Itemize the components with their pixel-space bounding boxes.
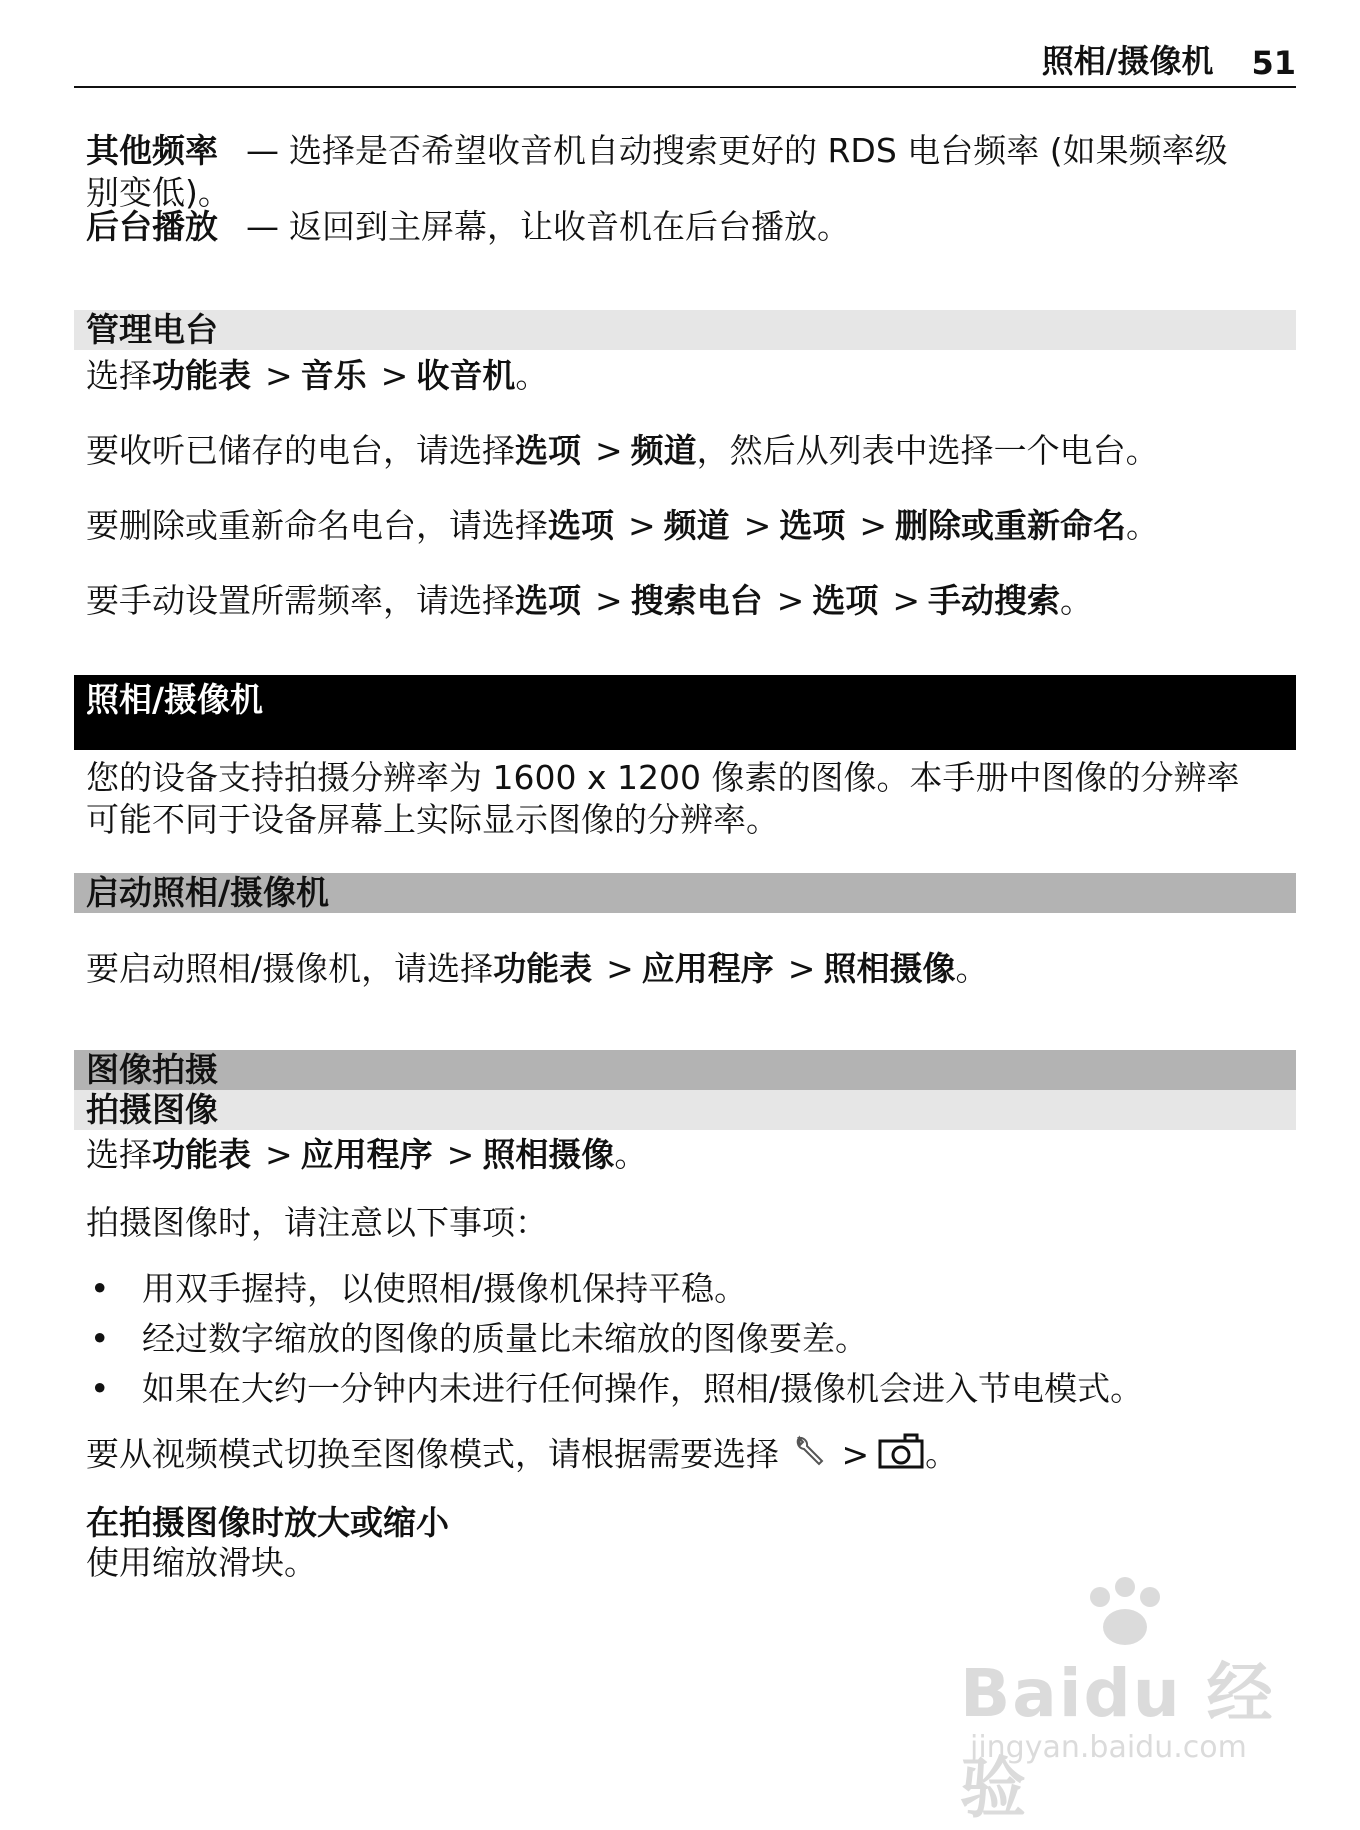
option-dash: — bbox=[246, 207, 279, 246]
nav-step: 选项 bbox=[515, 431, 581, 470]
nav-step: 收音机 bbox=[416, 356, 516, 395]
nav-sep: > bbox=[628, 506, 656, 545]
instruction-end: 。 bbox=[1125, 506, 1159, 545]
chapter-heading-camera: 照相/摄像机 bbox=[74, 675, 1296, 750]
nav-sep: > bbox=[859, 506, 887, 545]
listen-instruction bbox=[86, 430, 1286, 472]
nav-end: 。 bbox=[515, 356, 549, 395]
nav-step: 照相摄像 bbox=[823, 949, 956, 988]
nav-sep: > bbox=[606, 949, 634, 988]
baidu-watermark bbox=[960, 1580, 1290, 1827]
nav-end: 。 bbox=[614, 1135, 648, 1174]
nav-sep: > bbox=[743, 506, 772, 545]
instruction-end: 。 bbox=[925, 1434, 959, 1474]
watermark-brand: Baidu 经验 bbox=[960, 1655, 1275, 1827]
nav-step: 应用程序 bbox=[641, 949, 774, 988]
instruction-text: 要启动照相/摄像机，请选择 bbox=[86, 949, 494, 988]
section-heading-image-capture: 图像拍摄 bbox=[74, 1050, 1296, 1090]
option-desc-cont: 别变低)。 bbox=[86, 173, 231, 212]
option-other-frequencies bbox=[86, 130, 1286, 214]
option-desc: 选择是否希望收音机自动搜索更好的 RDS 电台频率 (如果频率级 bbox=[289, 131, 1228, 170]
option-term: 其他频率 bbox=[86, 131, 218, 170]
option-desc: 返回到主屏幕，让收音机在后台播放。 bbox=[289, 207, 850, 246]
running-header bbox=[74, 40, 1296, 88]
nav-step: 频道 bbox=[630, 431, 697, 470]
option-term: 后台播放 bbox=[86, 207, 218, 246]
nav-step: 功能表 bbox=[152, 1135, 251, 1174]
nav-prefix: 选择 bbox=[86, 356, 152, 395]
nav-step: 手动搜索 bbox=[927, 581, 1060, 620]
subheading-take-picture: 拍摄图像 bbox=[74, 1090, 1296, 1130]
page-number: 51 bbox=[1251, 44, 1296, 82]
option-background-play bbox=[86, 206, 1286, 248]
nav-sep: > bbox=[380, 356, 409, 395]
intro-line: 可能不同于设备屏幕上实际显示图像的分辨率。 bbox=[86, 800, 779, 839]
zoom-text: 使用缩放滑块。 bbox=[86, 1543, 317, 1582]
nav-step: 功能表 bbox=[152, 356, 251, 395]
instruction-text: 要从视频模式切换至图像模式，请根据需要选择 bbox=[86, 1434, 779, 1474]
list-item: • 用双手握持，以使照相/摄像机保持平稳。 bbox=[86, 1264, 1286, 1314]
zoom-heading: 在拍摄图像时放大或缩小 bbox=[86, 1503, 449, 1542]
nav-step: 应用程序 bbox=[300, 1135, 433, 1174]
nav-step: 选项 bbox=[548, 506, 614, 545]
section-heading-start-camera: 启动照相/摄像机 bbox=[74, 873, 1296, 913]
nav-sep: > bbox=[776, 581, 805, 620]
header-title: 照相/摄像机 bbox=[1041, 42, 1214, 80]
capture-note: 拍摄图像时，请注意以下事项： bbox=[86, 1203, 548, 1242]
capture-tips-list bbox=[86, 1264, 1286, 1414]
instruction-text: 要收听已储存的电台，请选择 bbox=[86, 431, 515, 470]
intro-line: 您的设备支持拍摄分辨率为 1600 x 1200 像素的图像。本手册中图像的分辨率 bbox=[86, 758, 1240, 797]
manual-instruction bbox=[86, 580, 1286, 622]
list-item: • 经过数字缩放的图像的质量比未缩放的图像要差。 bbox=[86, 1314, 1286, 1364]
nav-step: 选项 bbox=[812, 581, 879, 620]
nav-sep: > bbox=[841, 1434, 870, 1474]
instruction-text: 要删除或重新命名电台，请选择 bbox=[86, 506, 548, 545]
option-dash: — bbox=[246, 131, 279, 170]
wrench-icon bbox=[790, 1432, 828, 1480]
delete-instruction bbox=[86, 505, 1286, 547]
nav-step: 选项 bbox=[779, 506, 846, 545]
nav-sep: > bbox=[595, 581, 623, 620]
camera-intro bbox=[86, 757, 1286, 841]
section-heading-manage-stations: 管理电台 bbox=[74, 310, 1296, 350]
instruction-text: 要手动设置所需频率，请选择 bbox=[86, 581, 515, 620]
instruction-text: ，然后从列表中选择一个电台。 bbox=[696, 431, 1159, 470]
list-item: • 如果在大约一分钟内未进行任何操作，照相/摄像机会进入节电模式。 bbox=[86, 1364, 1286, 1414]
instruction-end: 。 bbox=[1059, 581, 1093, 620]
nav-step: 选项 bbox=[515, 581, 581, 620]
start-camera-instruction bbox=[86, 948, 1286, 990]
nav-sep: > bbox=[892, 581, 920, 620]
nav-sep: > bbox=[446, 1135, 475, 1174]
nav-sep: > bbox=[595, 431, 623, 470]
nav-prefix: 选择 bbox=[86, 1135, 152, 1174]
camera-icon bbox=[877, 1432, 925, 1480]
manage-nav-path bbox=[86, 355, 1286, 397]
nav-step: 搜索电台 bbox=[630, 581, 763, 620]
watermark-url: jingyan.baidu.com bbox=[970, 1730, 1247, 1765]
nav-sep: > bbox=[787, 949, 816, 988]
nav-step: 功能表 bbox=[493, 949, 593, 988]
switch-mode-instruction bbox=[86, 1432, 1286, 1480]
nav-step: 照相摄像 bbox=[482, 1135, 615, 1174]
capture-nav-path bbox=[86, 1134, 1286, 1176]
nav-step: 音乐 bbox=[300, 356, 367, 395]
nav-step: 删除或重新命名 bbox=[894, 506, 1126, 545]
nav-sep: > bbox=[265, 1135, 293, 1174]
instruction-end: 。 bbox=[955, 949, 989, 988]
nav-step: 频道 bbox=[663, 506, 730, 545]
nav-sep: > bbox=[265, 356, 293, 395]
